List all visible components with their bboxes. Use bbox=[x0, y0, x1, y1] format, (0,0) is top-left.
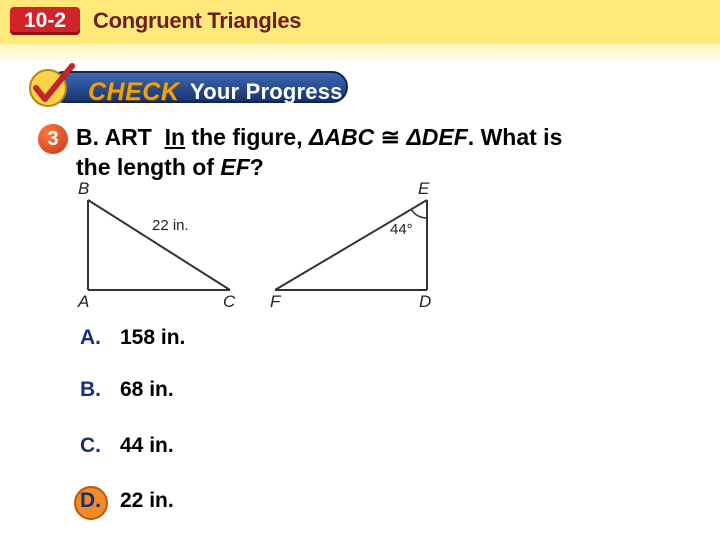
choice-value: 158 in. bbox=[120, 326, 186, 349]
choice-value: 22 in. bbox=[120, 489, 174, 512]
segment-ef: EF bbox=[220, 154, 250, 180]
label-c: C bbox=[223, 292, 236, 311]
answer-choice-c[interactable] bbox=[80, 434, 174, 458]
lesson-number-badge: 10-2 bbox=[10, 7, 80, 35]
measure-22-in: 22 in. bbox=[152, 217, 189, 234]
triangles-figure bbox=[70, 178, 450, 313]
question-text bbox=[76, 122, 696, 182]
choice-letter: C. bbox=[80, 434, 101, 457]
question-part: B. ART bbox=[76, 124, 152, 150]
question-text-b: . What is bbox=[467, 124, 563, 150]
check-word: CHECK bbox=[88, 78, 180, 106]
question-underline-word: In bbox=[164, 124, 186, 150]
progress-word: Your Progress bbox=[190, 79, 343, 104]
label-d: D bbox=[419, 292, 432, 311]
choice-letter: D. bbox=[80, 489, 120, 513]
choice-letter: A. bbox=[80, 326, 101, 349]
question-number-badge: 3 bbox=[38, 124, 68, 154]
label-e: E bbox=[418, 179, 430, 198]
label-b: B bbox=[78, 179, 90, 198]
choice-value: 44 in. bbox=[120, 434, 174, 457]
question-text-a: the figure, bbox=[185, 124, 309, 150]
banner-bar bbox=[48, 71, 348, 106]
angle-arc-e bbox=[411, 209, 427, 218]
label-a: A bbox=[78, 292, 90, 311]
segment-bc bbox=[88, 200, 230, 290]
choice-letter: B. bbox=[80, 378, 101, 401]
answer-choice-b[interactable] bbox=[80, 378, 174, 402]
checkmark-icon bbox=[26, 62, 90, 110]
answer-choice-d[interactable] bbox=[80, 489, 174, 513]
triangle-abc: ΔABC bbox=[309, 124, 375, 150]
header-bar bbox=[0, 0, 720, 44]
answer-choice-a[interactable] bbox=[80, 326, 185, 350]
segment-ef bbox=[275, 200, 427, 290]
measure-44-degrees: 44° bbox=[390, 221, 413, 238]
triangle-def: ΔDEF bbox=[406, 124, 468, 150]
label-f: F bbox=[270, 292, 281, 311]
lesson-title: Congruent Triangles bbox=[93, 8, 302, 33]
choice-value: 68 in. bbox=[120, 378, 174, 401]
congruent-symbol: ≅ bbox=[374, 124, 407, 150]
question-text-d: ? bbox=[249, 154, 264, 180]
check-your-progress-banner bbox=[26, 62, 346, 110]
question-text-c: the length of bbox=[76, 154, 221, 180]
